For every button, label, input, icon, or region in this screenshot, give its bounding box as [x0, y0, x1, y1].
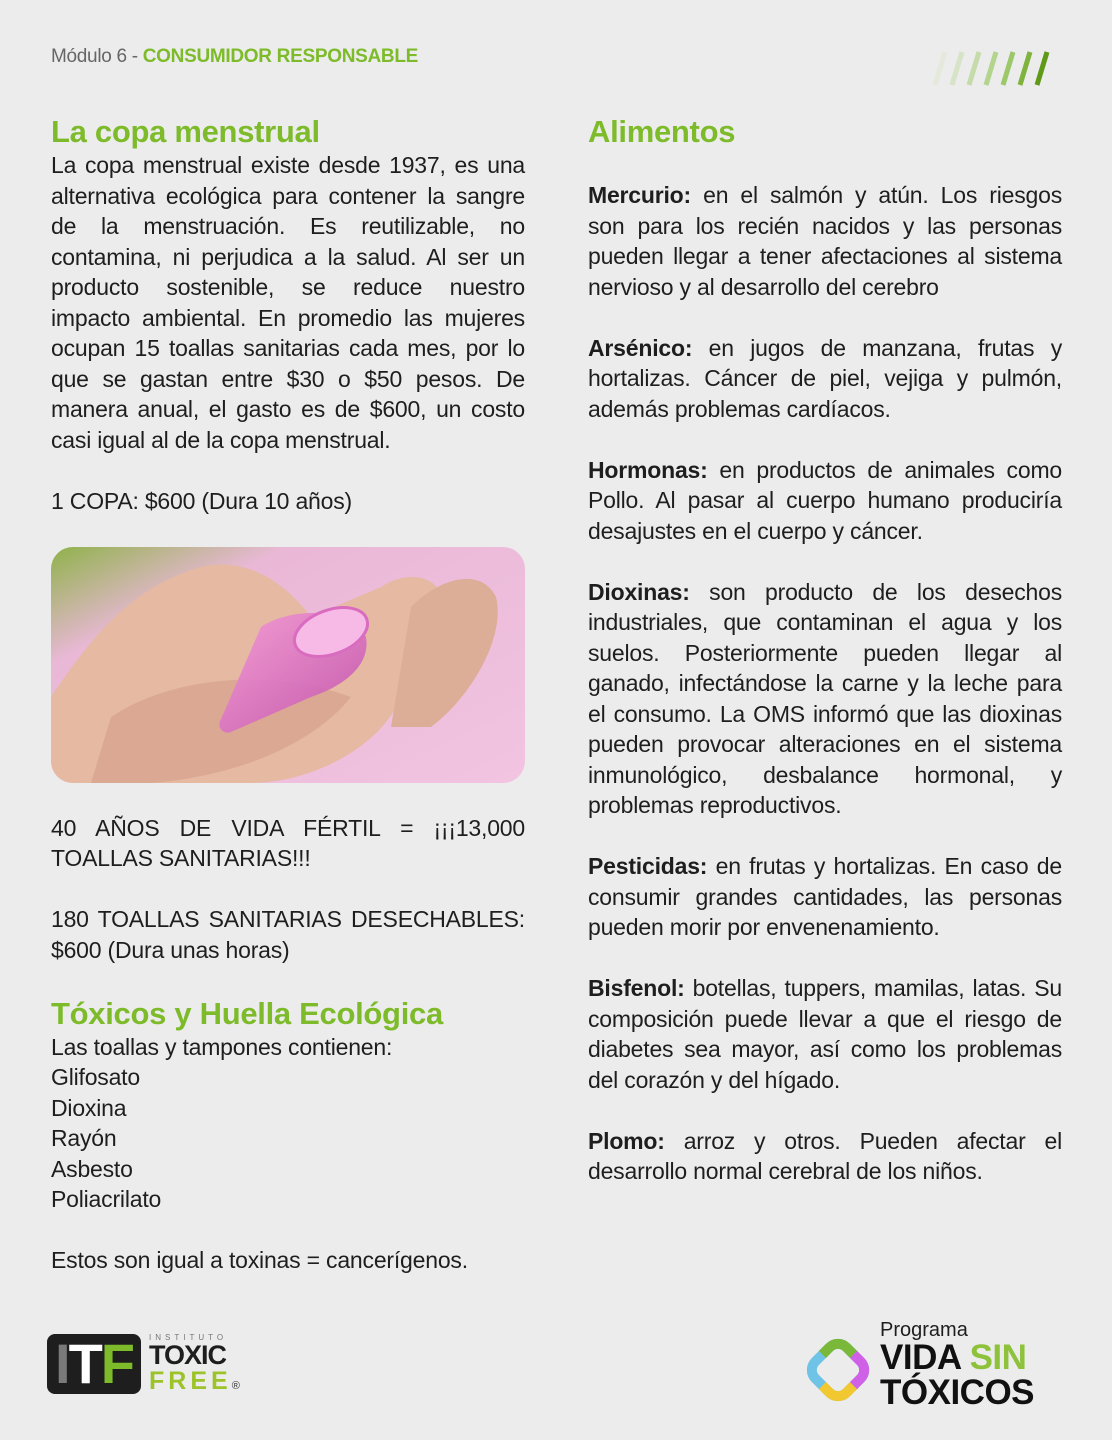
menstrual-cup-photo — [51, 547, 525, 783]
item-label: Pesticidas: — [588, 853, 708, 879]
toxin-item: Poliacrilato — [51, 1186, 162, 1212]
vst-emblem-icon — [806, 1338, 870, 1402]
item-label: Arsénico: — [588, 334, 693, 361]
fertile-life-towels: 40 AÑOS DE VIDA FÉRTIL = ¡¡¡13,000 TOALLAS SANITARIAS!!! — [51, 814, 525, 871]
food-item-hormones — [588, 455, 1062, 547]
module-header — [51, 46, 418, 68]
vst-sin: SIN — [969, 1338, 1027, 1377]
intro-paragraph: La copa menstrual existe desde 1937, es una alternativa ecológica para contener la sangre de la menstruación. Es reutilizable, no contamina, ni perjudica a la salud. Al ser un producto sostenible, se reduce nuestro impacto ambiental. En promedio las mujeres ocupan 15 toallas sanitarias cada mes, por lo que se gastan entre $30 o $50 pesos. De manera anual, el gasto es de $600, un costo casi igual al de la copa menstrual. — [51, 152, 525, 453]
decorative-stripes-icon — [925, 50, 1065, 86]
itf-logo — [47, 1334, 240, 1394]
itf-free: FREE — [149, 1367, 232, 1395]
item-text: arroz y otros. Pueden afectar el desarrollo normal cerebral de los niños. — [588, 1127, 1062, 1184]
cup-cost: 1 COPA: $600 (Dura 10 años) — [51, 487, 353, 514]
contains-label: Las toallas y tampones contienen: — [51, 1033, 393, 1060]
right-column — [588, 114, 1062, 1217]
food-item-dioxins — [588, 577, 1062, 821]
item-text: en productos de animales como Pollo. Al pasar al cuerpo humano produciría desajustes en el cuerpo y cáncer. — [588, 456, 1062, 544]
item-text: botellas, tuppers, mamilas, latas. Su composición puede llevar a que el riesgo de diabetes sea mayor, así como los problemas del corazón y del hígado. — [588, 975, 1062, 1093]
vst-toxicos: TÓXICOS — [880, 1373, 1035, 1412]
item-text: son producto de los desechos industriales, que contaminan el agua y los suelos. Posteriormente pueden llegar al ganado, infectándose la carne y la leche para el consumo. La OMS informó que las dioxinas pueden provocar alteraciones en el sistema inmunológico, desbalance hormonal, y problemas reproductivos. — [588, 578, 1062, 818]
itf-instituto: INSTITUTO — [149, 1333, 228, 1342]
disposable-towels-cost: 180 TOALLAS SANITARIAS DESECHABLES: $600 (Dura unas horas) — [51, 906, 525, 963]
toxin-item: Glifosato — [51, 1064, 140, 1090]
itf-toxic: TOXIC — [149, 1340, 227, 1370]
item-label: Dioxinas: — [588, 578, 690, 605]
food-item-arsenic — [588, 333, 1062, 425]
module-section: CONSUMIDOR RESPONSABLE — [142, 46, 419, 67]
food-item-pesticides — [588, 851, 1062, 943]
section-title-toxics: Tóxicos y Huella Ecológica — [51, 995, 443, 1031]
conclusion: Estos son igual a toxinas = cancerígenos. — [51, 1247, 468, 1273]
item-label: Hormonas: — [588, 456, 708, 483]
item-label: Mercurio: — [588, 182, 691, 208]
food-item-mercury — [588, 180, 1062, 302]
section-title-menstrual-cup: La copa menstrual — [51, 114, 320, 149]
toxin-item: Dioxina — [51, 1094, 127, 1121]
left-column — [51, 114, 525, 1306]
item-label: Plomo: — [588, 1127, 665, 1154]
section-title-food: Alimentos — [588, 114, 736, 149]
toxin-item: Asbesto — [51, 1155, 133, 1182]
item-text: en frutas y hortalizas. En caso de consumir grandes cantidades, las personas pueden morir por envenenamiento. — [588, 853, 1062, 940]
vst-vida: VIDA — [880, 1338, 961, 1377]
vida-sin-toxicos-logo — [806, 1320, 1034, 1410]
itf-mark: I T F — [47, 1334, 141, 1394]
module-number: Módulo 6 - — [51, 46, 138, 67]
vst-programa: Programa — [880, 1319, 968, 1341]
food-item-lead — [588, 1126, 1062, 1187]
item-text: en el salmón y atún. Los riesgos son para los recién nacidos y las personas pueden llegar a tener afectaciones al sistema nervioso y al desarrollo del cerebro — [588, 182, 1062, 300]
item-label: Bisfenol: — [588, 975, 685, 1001]
item-text: en jugos de manzana, frutas y hortalizas. Cáncer de piel, vejiga y pulmón, además problemas cardíacos. — [588, 334, 1062, 422]
registered-mark: ® — [231, 1380, 240, 1392]
food-item-bisphenol — [588, 973, 1062, 1095]
toxin-item: Rayón — [51, 1125, 117, 1151]
